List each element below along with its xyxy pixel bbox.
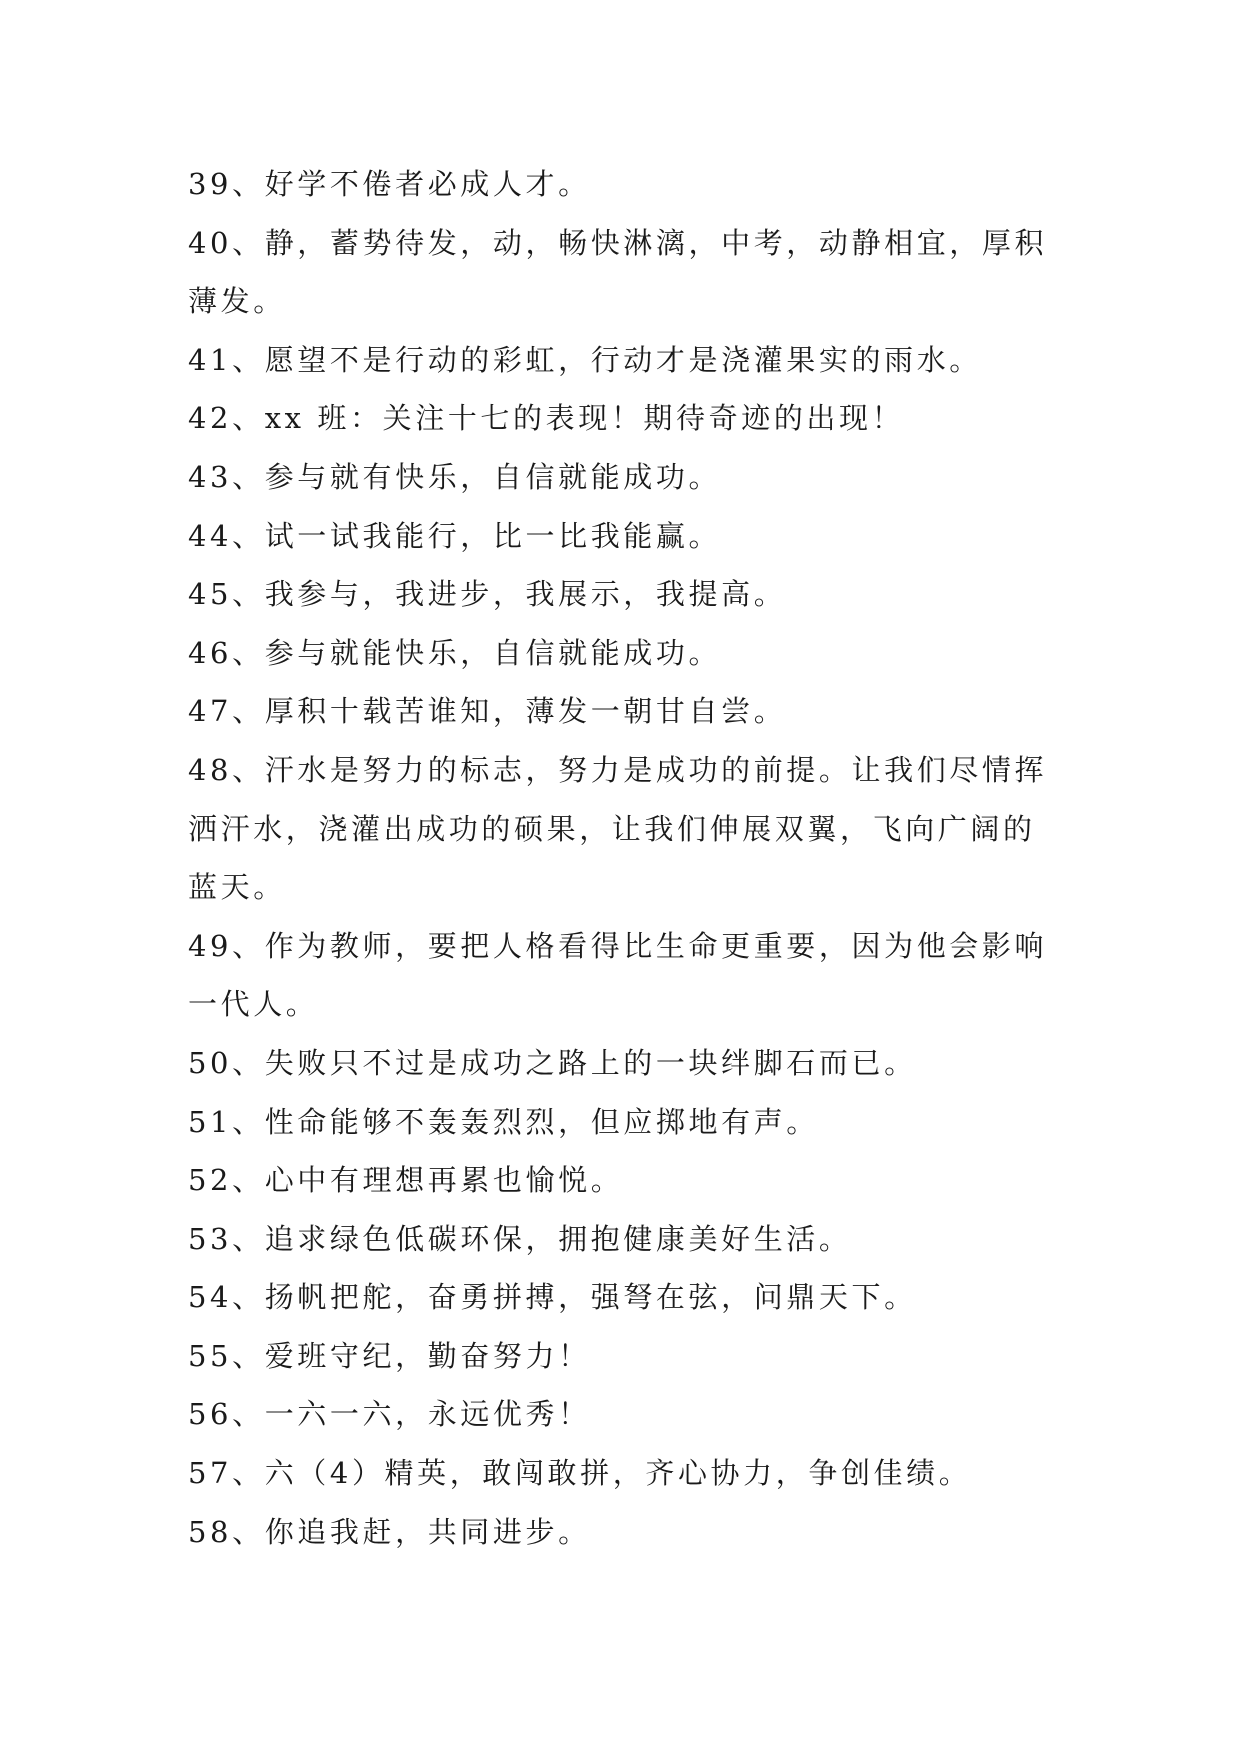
text-line: 50、失败只不过是成功之路上的一块绊脚石而已。: [188, 1045, 917, 1080]
text-line: 蓝天。: [188, 870, 286, 905]
text-line: 43、参与就有快乐，自信就能成功。: [188, 459, 722, 494]
text-line: 39、好学不倦者必成人才。: [188, 167, 591, 201]
text-line: 53、追求绿色低碳环保，拥抱健康美好生活。: [188, 1221, 852, 1256]
text-line: 42、xx 班：关注十七的表现！期待奇迹的出现！: [188, 401, 905, 436]
text-line: 49、作为教师，要把人格看得比生命更重要，因为他会影响: [188, 928, 1048, 963]
text-line: 56、一六一六，永远优秀！: [188, 1397, 591, 1432]
text-line: 51、性命能够不轰轰烈烈，但应掷地有声。: [188, 1104, 819, 1139]
text-line: 58、你追我赶，共同进步。: [188, 1514, 591, 1549]
text-line: 55、爱班守纪，勤奋努力！: [188, 1338, 591, 1373]
text-line: 57、六（4）精英，敢闯敢拼，齐心协力，争创佳绩。: [188, 1456, 972, 1491]
text-line: 46、参与就能快乐，自信就能成功。: [188, 635, 722, 670]
document-body: [188, 155, 1058, 1561]
text-line: 44、试一试我能行，比一比我能赢。: [188, 518, 722, 553]
text-line: 一代人。: [188, 987, 319, 1022]
text-line: 52、心中有理想再累也愉悦。: [188, 1163, 624, 1198]
text-line: 薄发。: [188, 284, 286, 319]
text-line: 45、我参与，我进步，我展示，我提高。: [188, 577, 787, 612]
text-line: 54、扬帆把舵，奋勇拼搏，强弩在弦，问鼎天下。: [188, 1280, 917, 1315]
text-line: 47、厚积十载苦谁知，薄发一朝甘自尝。: [188, 694, 787, 729]
text-line: 40、静，蓄势待发，动，畅快淋漓，中考，动静相宜，厚积: [188, 225, 1048, 260]
text-line: 48、汗水是努力的标志，努力是成功的前提。让我们尽情挥: [188, 752, 1048, 787]
text-line: 洒汗水，浇灌出成功的硕果，让我们伸展双翼，飞向广阔的: [188, 811, 1036, 846]
text-line: 41、愿望不是行动的彩虹，行动才是浇灌果实的雨水。: [188, 342, 982, 377]
